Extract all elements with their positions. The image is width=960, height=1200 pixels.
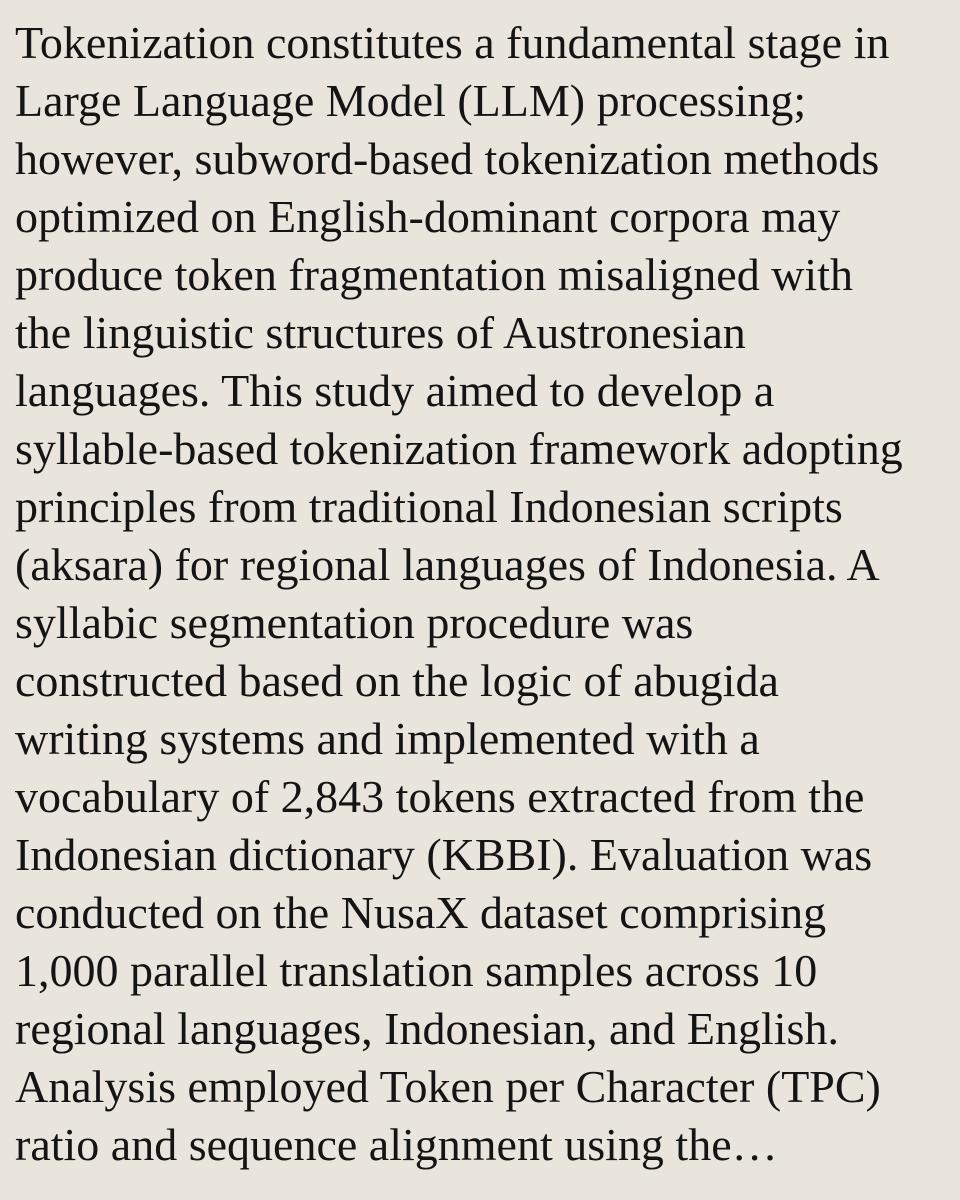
- abstract-text: Tokenization constitutes a fundamental stage in Large Language Model (LLM) processing; however, subword-based tokenization methods optimized on English-dominant corpora may produce token fragmentation misaligned with the linguistic structures of Austronesian languages. This study aimed to develop a syllable-based tokenization framework adopting principles from traditional Indonesian scripts (aksara) for regional languages of Indonesia. A syllabic segmentation procedure was constructed based on the logic of abugida writing systems and implemented with a vocabulary of 2,843 tokens extracted from the Indonesian dictionary (KBBI). Evaluation was conducted on the NusaX dataset comprising 1,000 parallel translation samples across 10 regional languages, Indonesian, and English. Analysis employed Token per Character (TPC) ratio and sequence alignment using the…: [15, 17, 903, 1170]
